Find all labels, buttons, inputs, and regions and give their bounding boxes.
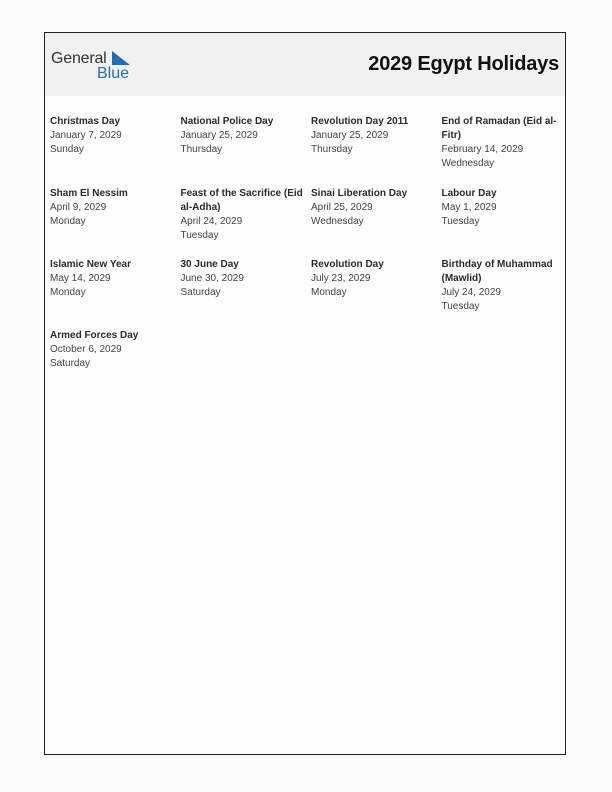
holiday-item [442,187,564,229]
holiday-name: Revolution Day 2011 [311,116,409,127]
holiday-item [181,187,307,243]
holiday-name: 30 June Day [180,259,239,270]
holiday-name: Birthday of Muhammad (Mawlid) [441,259,553,284]
holiday-weekday: Monday [50,216,86,227]
holiday-item [311,187,437,229]
holiday-weekday: Thursday [180,144,223,155]
holiday-weekday: Wednesday [311,216,364,227]
holiday-weekday: Wednesday [441,158,495,169]
holiday-item [442,115,564,171]
holiday-item [50,115,176,157]
holiday-item [50,329,176,371]
page-header [45,33,565,96]
holiday-name: Sham El Nessim [50,188,128,199]
holiday-weekday: Sunday [50,144,84,155]
holiday-name: End of Ramadan (Eid al-Fitr) [441,116,557,141]
holiday-item [50,258,176,300]
holiday-weekday: Tuesday [441,216,480,227]
page-title: 2029 Egypt Holidays [368,53,559,75]
holiday-date: June 30, 2029 [180,273,244,284]
holiday-weekday: Tuesday [180,230,219,241]
logo-general-text: General [51,50,107,67]
holiday-item [311,115,437,157]
calendar-page [44,32,566,755]
holiday-name: Sinai Liberation Day [311,188,408,199]
holiday-weekday: Saturday [50,358,91,369]
holiday-date: January 7, 2029 [50,130,122,141]
holiday-item [181,115,307,157]
holiday-item [442,258,564,314]
holiday-date: October 6, 2029 [50,344,122,355]
holiday-weekday: Monday [50,287,86,298]
holiday-weekday: Thursday [311,144,353,155]
holiday-name: Armed Forces Day [50,330,139,341]
holiday-date: January 25, 2029 [180,130,258,141]
logo-blue-text: Blue [97,65,130,82]
holiday-item [50,187,176,229]
holiday-date: April 24, 2029 [180,216,243,227]
holiday-date: May 14, 2029 [50,273,111,284]
holiday-name: National Police Day [180,116,274,127]
holiday-date: April 9, 2029 [50,202,107,213]
holiday-date: January 25, 2029 [311,130,389,141]
holiday-date: July 23, 2029 [311,273,371,284]
holiday-item [181,258,307,300]
generalblue-logo [51,50,141,84]
holiday-name: Islamic New Year [50,259,131,270]
holiday-item [311,258,437,300]
holiday-date: February 14, 2029 [441,144,524,155]
holiday-name: Feast of the Sacrifice (Eid al-Adha) [180,188,303,213]
holiday-date: May 1, 2029 [441,202,497,213]
holiday-date: July 24, 2029 [441,287,501,298]
holiday-name: Christmas Day [50,116,121,127]
holiday-date: April 25, 2029 [311,202,373,213]
holiday-weekday: Saturday [180,287,221,298]
holiday-name: Revolution Day [311,259,384,270]
holiday-name: Labour Day [441,188,497,199]
holiday-weekday: Tuesday [441,301,480,312]
holiday-weekday: Monday [311,287,347,298]
